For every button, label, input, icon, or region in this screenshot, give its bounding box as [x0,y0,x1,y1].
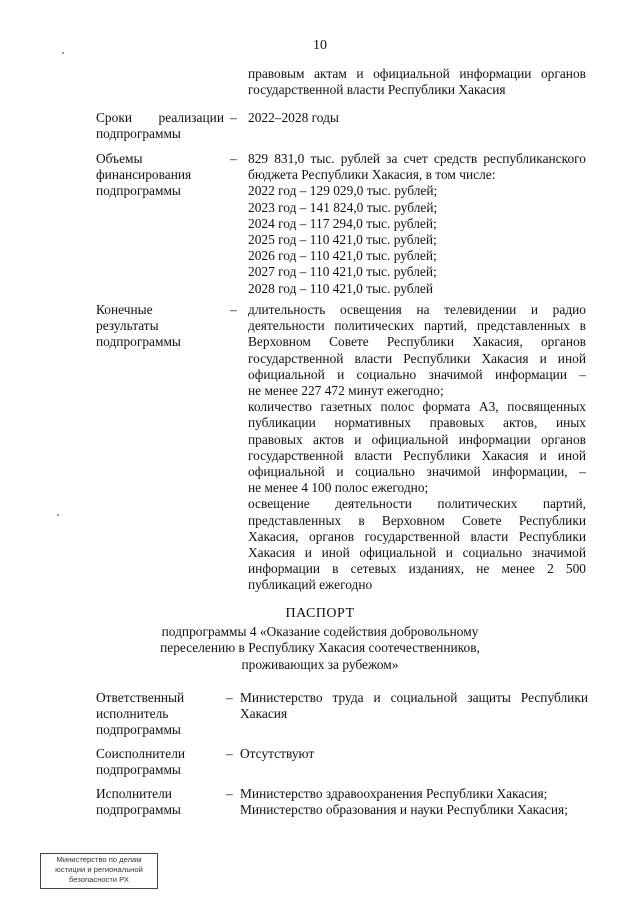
row-value [248,151,586,297]
row-label [96,302,224,351]
row-label [96,110,224,142]
row-dash: – [226,786,233,801]
value-line: публикаций ежегодно [248,577,373,593]
value-line: государственной власти Республики Хакасия и иной [248,447,586,463]
label-line: Ответственный [96,690,185,705]
passport-title [120,606,520,673]
value-line: Отсутствуют [240,746,315,761]
label-line: подпрограммы [96,334,181,350]
continuation-text [248,66,586,98]
label-line: подпрограммы [96,126,181,142]
label-line: подпрограммы [96,183,181,199]
registration-stamp [40,853,158,889]
row-label [96,786,224,818]
value-line: 2028 год – 110 421,0 тыс. рублей [248,280,434,296]
label-line: Соисполнители [96,746,186,761]
label-line: Сроки реализации [96,110,224,125]
label-line: подпрограммы [96,762,181,778]
passport-subtitle-line: подпрограммы 4 «Оказание содействия добровольному [161,624,479,640]
label-line: Конечные [96,302,153,317]
value-line: длительность освещения на телевидении и радио [248,302,586,317]
value-line: освещение деятельности политических партий, [248,496,586,512]
value-line: бюджета Республики Хакасия, в том числе: [248,167,496,183]
passport-heading: ПАСПОРТ [285,606,355,621]
passport-subtitle-line: переселению в Республику Хакасия соотечественников, [160,640,480,656]
value-line: информации в сетевых изданиях, не менее 2 500 [248,561,586,577]
row-label [96,746,224,778]
passport-subtitle-line: проживающих за рубежом» [241,656,399,672]
value-line: 2025 год – 110 421,0 тыс. рублей; [248,232,437,248]
scan-speck [57,514,59,516]
value-line: Министерство образования и науки Республики Хакасия; [240,802,568,818]
page-number: 10 [313,38,327,53]
row-dash: – [226,746,233,761]
text-line: государственной власти Республики Хакасия [248,82,506,98]
value-line: официальной и социально значимой информации – [248,366,586,382]
value-line: 829 831,0 тыс. рублей за счет средств республиканского [248,151,586,166]
value-line: Министерство труда и социальной защиты Республики [240,690,588,705]
scan-speck [62,52,64,54]
stamp-line: Министерство по делам [56,855,142,864]
value-line: не менее 227 472 минут ежегодно; [248,383,444,399]
row-value [240,690,588,722]
row-dash: – [230,151,237,166]
value-line: официальной и социально значимой информации, – [248,464,586,480]
value-line: количество газетных полос формата А3, посвященных [248,399,586,415]
value-line: 2023 год – 141 824,0 тыс. рублей; [248,199,438,215]
row-dash: – [230,110,237,125]
label-line: результаты [96,318,159,334]
label-line: Исполнители [96,786,172,801]
row-value [240,786,588,818]
stamp-line: юстиции и региональной [55,865,143,874]
row-label [96,151,224,200]
stamp-line: безопасности РХ [69,875,129,884]
value-line: деятельности политических партий, представленных в [248,318,586,334]
value-line: представленных в Верховном Совете Республики [248,512,586,528]
value-line: 2026 год – 110 421,0 тыс. рублей; [248,248,437,264]
label-line: исполнитель [96,706,169,722]
row-dash: – [226,690,233,705]
value-line: правовых актов и официальной информации органов [248,431,586,447]
value-line: Хакасия и иной официальной и социально значимой [248,545,586,561]
value-line: Хакасия [240,706,288,722]
row-value [240,746,588,762]
row-label [96,690,224,739]
value-line: государственной власти Республики Хакасия и иной [248,350,586,366]
label-line: Объемы [96,151,143,166]
label-line: подпрограммы [96,802,181,818]
value-line: 2027 год – 110 421,0 тыс. рублей; [248,264,437,280]
value-line: не менее 4 100 полос ежегодно; [248,480,429,496]
value-line: 2024 год – 117 294,0 тыс. рублей; [248,215,437,231]
row-dash: – [230,302,237,317]
label-line: подпрограммы [96,722,181,738]
value-line: публикации нормативных правовых актов, иных [248,415,586,431]
value-line: 2022 год – 129 029,0 тыс. рублей; [248,183,438,199]
label-line: финансирования [96,167,192,183]
text-line: правовым актам и официальной информации органов [248,66,586,81]
row-value [248,302,586,594]
value-line: Верховном Совете Республики Хакасия, органов [248,334,586,350]
value-line: 2022–2028 годы [248,110,339,125]
value-line: Хакасия, органов государственной власти Республики [248,528,586,544]
row-value [248,110,586,126]
value-line: Министерство здравоохранения Республики Хакасия; [240,786,548,801]
